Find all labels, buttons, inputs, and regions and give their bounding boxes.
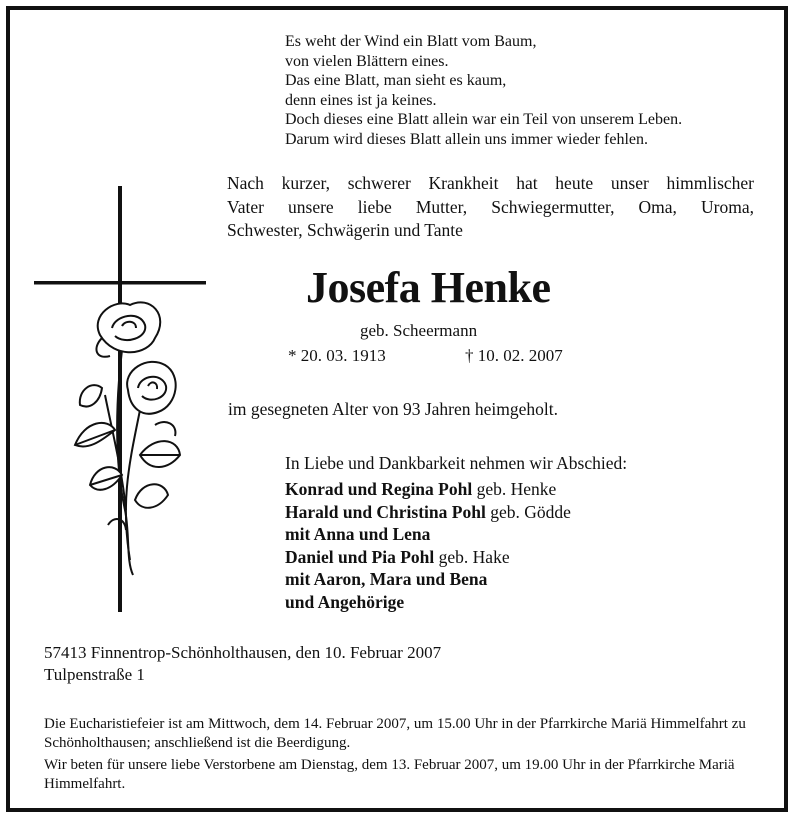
intro-text — [227, 172, 754, 243]
farewell-line: In Liebe und Dankbarkeit nehmen wir Abschied: — [285, 453, 628, 473]
service-info — [44, 715, 756, 797]
poem-line: Es weht der Wind ein Blatt vom Baum, — [285, 33, 537, 50]
intro-line: Schwester, Schwägerin und Tante — [227, 220, 463, 240]
service-paragraph: Wir beten für unsere liebe Verstorbene am Dienstag, dem 13. Februar 2007, um 19.00 Uhr in der Pfarrkirche Mariä Himmelfahrt. — [44, 757, 735, 792]
poem-line: denn eines ist ja keines. — [285, 91, 437, 109]
poem-line: Das eine Blatt, man sieht es kaum, — [285, 72, 507, 89]
intro-line: Vater unsere liebe Mutter, Schwiegermutter, Oma, Uroma, — [227, 196, 754, 217]
poem — [285, 32, 765, 149]
city-date: 57413 Finnentrop-Schönholthausen, den 10. Februar 2007 — [44, 643, 442, 662]
address-block — [44, 642, 441, 686]
service-paragraph: Die Eucharistiefeier ist am Mittwoch, dem 14. Februar 2007, um 15.00 Uhr in der Pfarrkirche Mariä Himmelfahrt zu Schönholthausen; anschließend ist die Beerdigung. — [44, 716, 746, 751]
mourner-entry: Harald und Christina Pohl geb. Gödde — [285, 501, 571, 522]
mourner-entry: mit Anna und Lena — [285, 524, 431, 544]
poem-line: von vielen Blättern eines. — [285, 52, 449, 70]
poem-line: Darum wird dieses Blatt allein uns immer wieder fehlen. — [285, 130, 649, 148]
mourner-entry: Konrad und Regina Pohl geb. Henke — [285, 479, 557, 499]
intro-line: Nach kurzer, schwerer Krankheit hat heute unser himmlischer — [227, 173, 754, 193]
mourners-list — [285, 478, 571, 613]
cross-icon — [30, 180, 215, 620]
poem-line: Doch dieses eine Blatt allein war ein Teil von unserem Leben. — [285, 111, 683, 128]
mourner-entry: und Angehörige — [285, 591, 405, 612]
deceased-name: Josefa Henke — [306, 263, 551, 312]
street-address: Tulpenstraße 1 — [44, 665, 145, 684]
mourner-entry: Daniel und Pia Pohl geb. Hake — [285, 546, 510, 567]
rose-bouquet-icon — [75, 302, 180, 575]
mourner-entry: mit Aaron, Mara und Bena — [285, 569, 488, 589]
age-line: im gesegneten Alter von 93 Jahren heimgeholt. — [228, 399, 558, 419]
birth-date: * 20. 03. 1913 — [288, 346, 386, 365]
death-date: † 10. 02. 2007 — [465, 346, 563, 365]
maiden-name: geb. Scheermann — [360, 321, 478, 340]
